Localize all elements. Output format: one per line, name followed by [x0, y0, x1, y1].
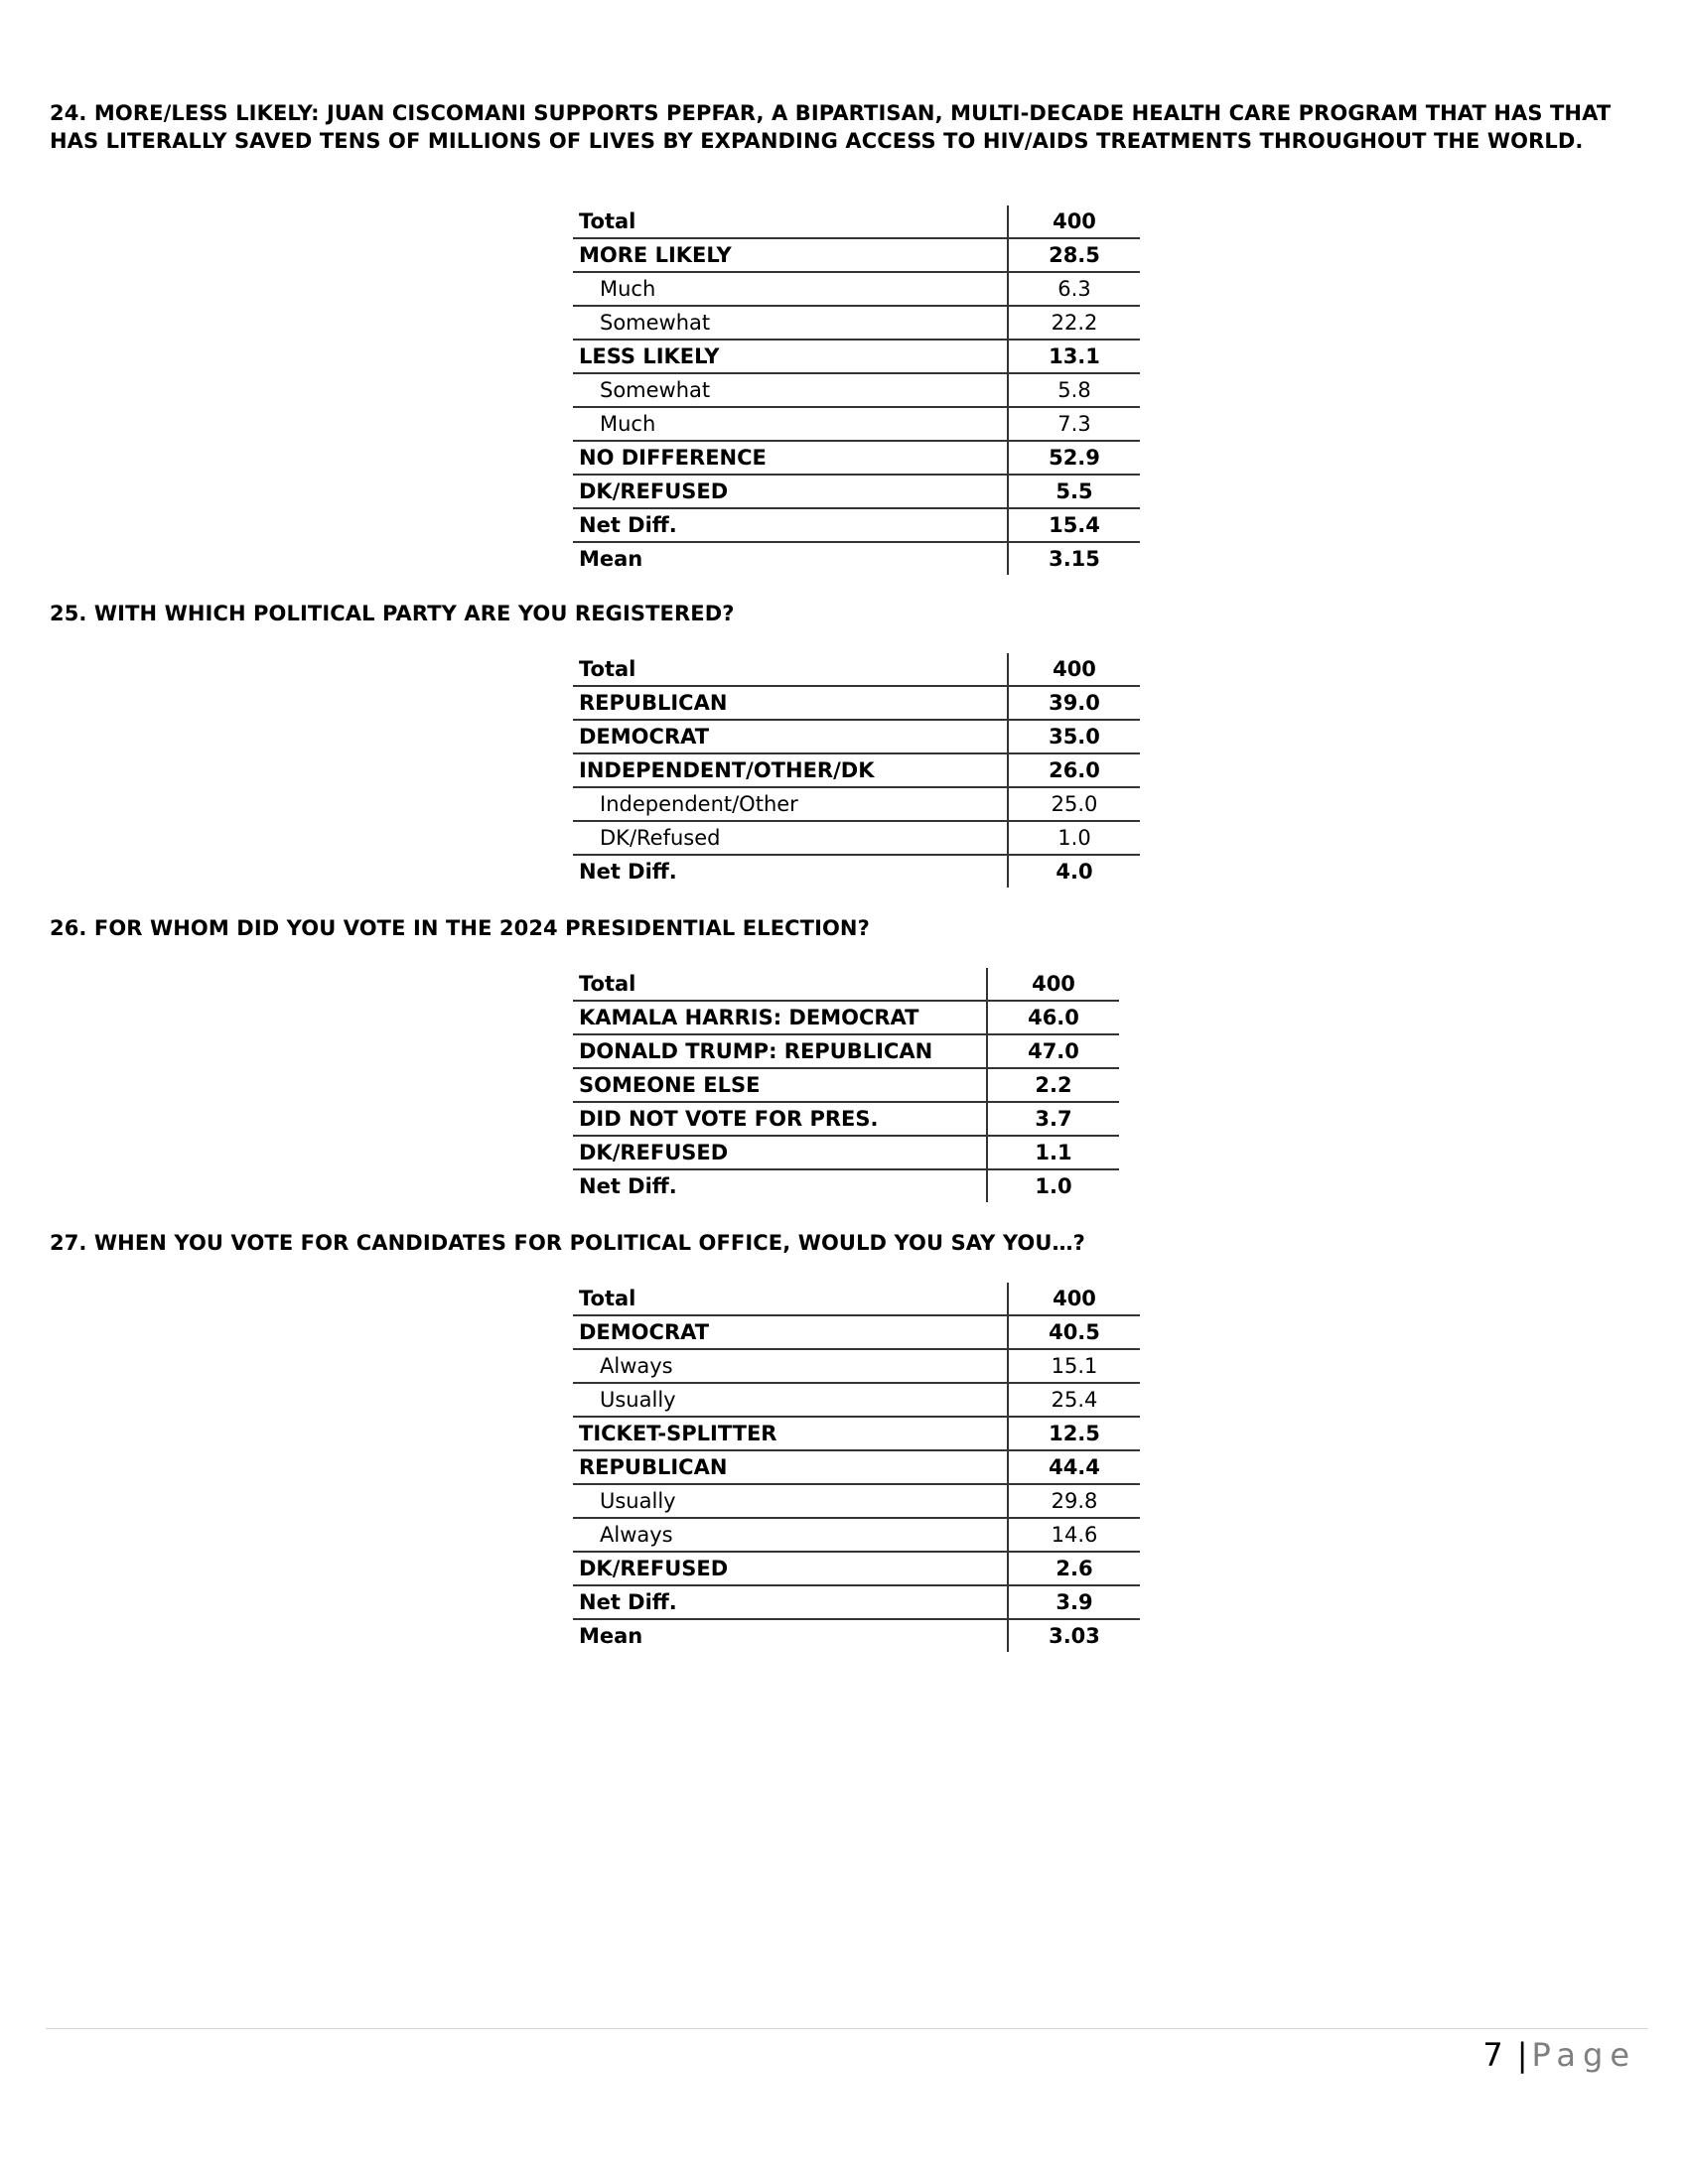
- row-label: KAMALA HARRIS: DEMOCRAT: [573, 1001, 987, 1034]
- table-row: [573, 1283, 1140, 1315]
- table-row: [573, 1450, 1140, 1484]
- row-label: Somewhat: [573, 373, 1008, 407]
- row-value: 22.2: [1008, 306, 1140, 340]
- row-label: MORE LIKELY: [573, 238, 1008, 272]
- row-value: 15.4: [1008, 508, 1140, 542]
- row-value: 14.6: [1008, 1518, 1140, 1552]
- row-label: DK/REFUSED: [573, 475, 1008, 508]
- row-value: 28.5: [1008, 238, 1140, 272]
- row-label: REPUBLICAN: [573, 686, 1008, 720]
- table-row: [573, 542, 1140, 575]
- row-value: 47.0: [987, 1034, 1119, 1068]
- table-row: [573, 1068, 1119, 1102]
- row-value: 400: [1008, 1283, 1140, 1315]
- row-label: DEMOCRAT: [573, 1315, 1008, 1349]
- row-label: Much: [573, 272, 1008, 306]
- row-label: Always: [573, 1349, 1008, 1383]
- table-row: [573, 1136, 1119, 1169]
- table-row: [573, 441, 1140, 475]
- row-value: 400: [987, 968, 1119, 1001]
- table-row: [573, 1383, 1140, 1417]
- table-row: [573, 508, 1140, 542]
- row-value: 400: [1008, 205, 1140, 238]
- row-value: 3.7: [987, 1102, 1119, 1136]
- row-value: 1.0: [987, 1169, 1119, 1202]
- row-label: Total: [573, 1283, 1008, 1315]
- table-row: [573, 1484, 1140, 1518]
- row-label: DONALD TRUMP: REPUBLICAN: [573, 1034, 987, 1068]
- table-row: [573, 787, 1140, 821]
- table-row: [573, 475, 1140, 508]
- page-number: 7: [1482, 2036, 1503, 2074]
- table-row: [573, 407, 1140, 441]
- row-label: Usually: [573, 1383, 1008, 1417]
- table-row: [573, 205, 1140, 238]
- page-word: Page: [1531, 2036, 1636, 2074]
- table-row: [573, 1169, 1119, 1202]
- row-value: 5.8: [1008, 373, 1140, 407]
- table-row: [573, 686, 1140, 720]
- row-value: 4.0: [1008, 855, 1140, 887]
- footer-divider: [46, 2028, 1648, 2029]
- table-row: [573, 1315, 1140, 1349]
- table-row: [573, 1585, 1140, 1619]
- row-label: DK/REFUSED: [573, 1136, 987, 1169]
- row-label: DID NOT VOTE FOR PRES.: [573, 1102, 987, 1136]
- row-value: 3.15: [1008, 542, 1140, 575]
- table-row: [573, 1349, 1140, 1383]
- row-value: 1.0: [1008, 821, 1140, 855]
- row-value: 44.4: [1008, 1450, 1140, 1484]
- row-label: SOMEONE ELSE: [573, 1068, 987, 1102]
- row-value: 35.0: [1008, 720, 1140, 753]
- question-27-text: 27. WHEN YOU VOTE FOR CANDIDATES FOR POLITICAL OFFICE, WOULD YOU SAY YOU…?: [50, 1231, 1085, 1255]
- table-row: [573, 1518, 1140, 1552]
- row-value: 25.4: [1008, 1383, 1140, 1417]
- row-label: Net Diff.: [579, 1174, 677, 1198]
- table-row: [573, 968, 1119, 1001]
- table-row: [573, 1417, 1140, 1450]
- question-25-table: [573, 653, 1140, 887]
- table-row: [573, 720, 1140, 753]
- question-24-text: 24. MORE/LESS LIKELY: JUAN CISCOMANI SUPPORTS PEPFAR, A BIPARTISAN, MULTI-DECADE HEALTH CARE PROGRAM THAT HAS THAT HAS LITERALLY SAVED TENS OF MILLIONS OF LIVES BY EXPANDING ACCESS TO HIV/AIDS TREATMENTS THROUGHOUT THE WORLD.: [50, 101, 1612, 153]
- row-value: 3.03: [1008, 1619, 1140, 1652]
- row-value: 52.9: [1008, 441, 1140, 475]
- row-label: Mean: [579, 547, 643, 571]
- table-row: [573, 1034, 1119, 1068]
- row-label: Net Diff.: [579, 860, 677, 884]
- row-label: TICKET-SPLITTER: [573, 1417, 1008, 1450]
- row-value: 46.0: [987, 1001, 1119, 1034]
- table-row: [573, 753, 1140, 787]
- row-label: REPUBLICAN: [573, 1450, 1008, 1484]
- row-value: 7.3: [1008, 407, 1140, 441]
- table-row: [573, 821, 1140, 855]
- row-label: Net Diff.: [573, 1585, 1008, 1619]
- row-label: Total: [573, 205, 1008, 238]
- row-label: DK/Refused: [573, 821, 1008, 855]
- row-label: Mean: [579, 1624, 643, 1648]
- row-value: 3.9: [1008, 1585, 1140, 1619]
- row-value: 400: [1008, 653, 1140, 686]
- row-label: INDEPENDENT/OTHER/DK: [573, 753, 1008, 787]
- row-label: Always: [573, 1518, 1008, 1552]
- row-value: 40.5: [1008, 1315, 1140, 1349]
- row-value: 15.1: [1008, 1349, 1140, 1383]
- table-row: [573, 306, 1140, 340]
- table-row: [573, 1001, 1119, 1034]
- row-value: 12.5: [1008, 1417, 1140, 1450]
- footer-separator: |: [1516, 2036, 1528, 2074]
- table-row: [573, 1552, 1140, 1585]
- row-value: 2.6: [1008, 1552, 1140, 1585]
- row-value: 13.1: [1008, 340, 1140, 373]
- row-label: NO DIFFERENCE: [573, 441, 1008, 475]
- row-value: 25.0: [1008, 787, 1140, 821]
- question-26-text: 26. FOR WHOM DID YOU VOTE IN THE 2024 PRESIDENTIAL ELECTION?: [50, 916, 870, 940]
- row-label: Usually: [573, 1484, 1008, 1518]
- question-27-table: [573, 1283, 1140, 1652]
- row-value: 2.2: [987, 1068, 1119, 1102]
- question-25-text: 25. WITH WHICH POLITICAL PARTY ARE YOU REGISTERED?: [50, 602, 735, 625]
- row-label: Much: [573, 407, 1008, 441]
- row-label: Total: [573, 653, 1008, 686]
- row-value: 5.5: [1008, 475, 1140, 508]
- row-value: 1.1: [987, 1136, 1119, 1169]
- table-row: [573, 373, 1140, 407]
- row-value: 39.0: [1008, 686, 1140, 720]
- row-value: 26.0: [1008, 753, 1140, 787]
- table-row: [573, 855, 1140, 887]
- row-label: Somewhat: [573, 306, 1008, 340]
- question-24-table: [573, 205, 1140, 575]
- row-label: LESS LIKELY: [573, 340, 1008, 373]
- table-row: [573, 653, 1140, 686]
- table-row: [573, 238, 1140, 272]
- row-label: Net Diff.: [573, 508, 1008, 542]
- row-label: DK/REFUSED: [573, 1552, 1008, 1585]
- page-footer: [1482, 2033, 1636, 2077]
- row-label: DEMOCRAT: [573, 720, 1008, 753]
- table-row: [573, 1102, 1119, 1136]
- row-value: 6.3: [1008, 272, 1140, 306]
- table-row: [573, 272, 1140, 306]
- row-label: Independent/Other: [573, 787, 1008, 821]
- row-value: 29.8: [1008, 1484, 1140, 1518]
- question-26-table: [573, 968, 1119, 1202]
- row-label: Total: [573, 968, 987, 1001]
- table-row: [573, 340, 1140, 373]
- table-row: [573, 1619, 1140, 1652]
